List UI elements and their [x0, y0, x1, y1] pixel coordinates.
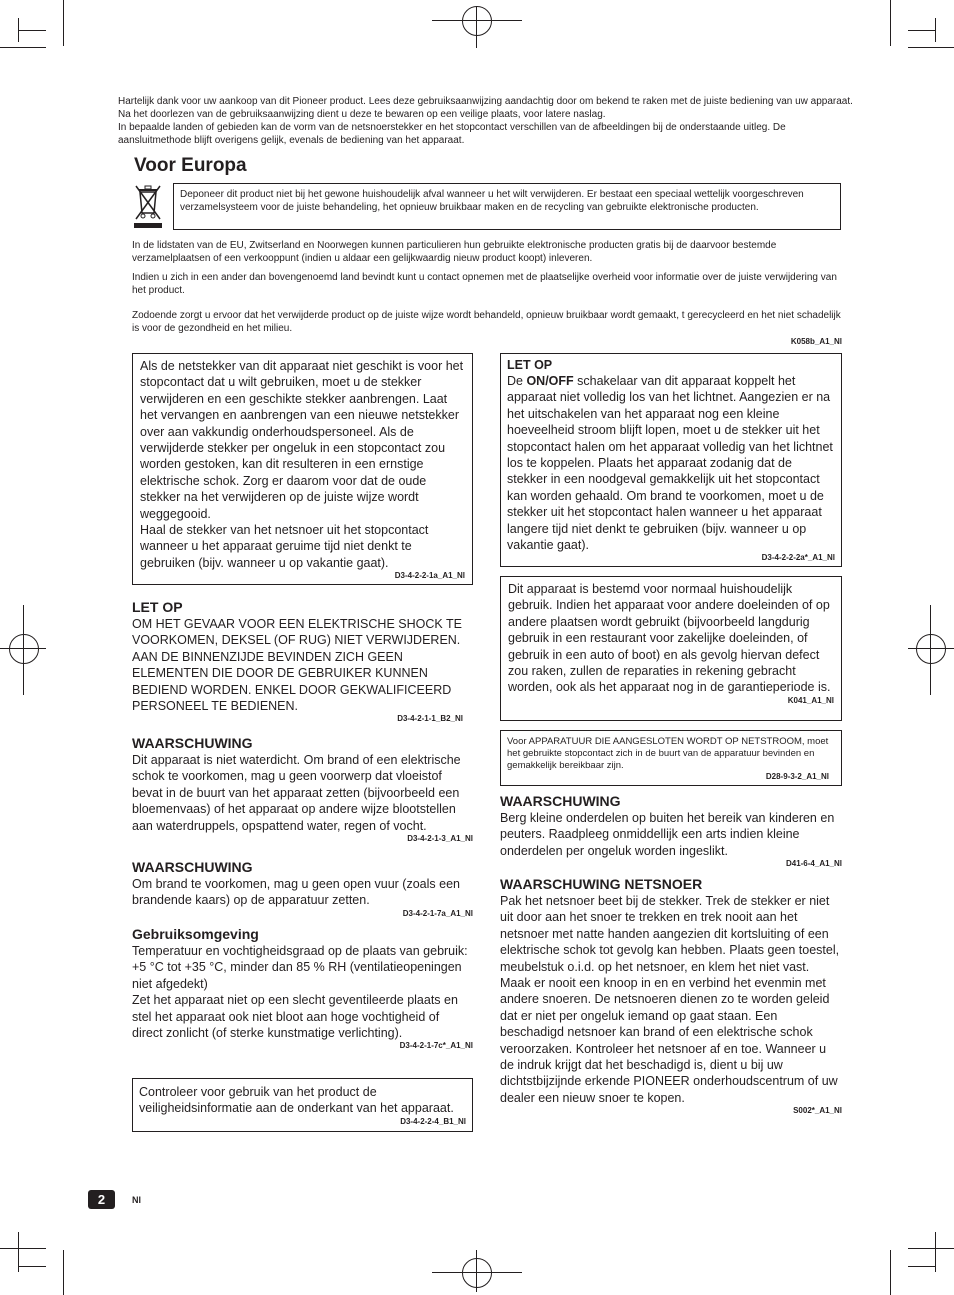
plug-box-paragraph-2: Haal de stekker van het netsnoer uit het stopcontact wanneer u het apparaat geruime tijd niet denkt te gebruiken (bijv. wanneer u op vakantie gaat).	[140, 523, 429, 570]
mains-socket-code: D28-9-3-2_A1_Nl	[765, 772, 829, 781]
warning-fire-code: D3-4-2-1-7a_A1_Nl	[402, 908, 473, 918]
warning-fire-text: Om brand te voorkomen, mag u geen open vuur (zoals een brandende kaars) op de apparatuur zetten.	[132, 877, 460, 908]
weee-notice-text: Deponeer dit product niet bij het gewone huishoudelijk afval wanneer u het wilt verwijderen. Er bestaat een speciaal wettelijk voorgeschreven verzamelsysteem voor de juiste behandeling, het opnieuw bruikbaar maken en de recycling van gebruikte elektronische producten.	[180, 189, 804, 213]
letop-code: D3-4-2-1-1_B2_Nl	[397, 714, 463, 724]
europe-paragraph-3: Zodoende zorgt u ervoor dat het verwijderde product op de juiste wijze wordt behandeld, opnieuw bruikbaar wordt gemaakt, t gerecycleerd en het niet schadelijk is voor de gezondheid en het milieu.	[132, 310, 841, 334]
warning-fire-heading: WAARSCHUWING	[132, 859, 253, 875]
environment-line-3: Zet het apparaat niet op een slecht geventileerde plaats en stel het apparaat ook niet bloot aan hoge vochtigheid of direct zonlicht (of sterke kunstmatige verlichting).	[132, 993, 458, 1041]
household-use-box	[500, 576, 842, 721]
letop-text: OM HET GEVAAR VOOR EEN ELEKTRISCHE SHOCK TE VOORKOMEN, DEKSEL (OF RUG) NIET VERWIJDEREN. AAN DE BINNENZIJDE BEVINDEN ZICH GEEN ELEMENTEN DIE DOOR DE GEBRUIKER KUNNEN BEDIEND WORDEN. ENKEL DOOR GEKWALIFICEERD PERSONEEL TE BEDIENEN.	[132, 617, 462, 714]
warning-water-section	[132, 735, 473, 844]
warning-cord-section	[500, 876, 842, 1116]
warning-water-code: D3-4-2-1-3_A1_Nl	[407, 834, 473, 844]
letop-heading: LET OP	[132, 599, 183, 615]
letop-power-heading: LET OP	[507, 358, 553, 372]
check-safety-box	[132, 1078, 473, 1132]
mains-socket-box	[500, 730, 842, 786]
weee-bin-icon	[133, 183, 163, 229]
environment-section	[132, 926, 473, 1051]
warning-fire-section	[132, 859, 473, 919]
warning-water-heading: WAARSCHUWING	[132, 735, 253, 751]
warning-small-parts-code: D41-6-4_A1_Nl	[785, 859, 842, 869]
plug-replacement-box	[132, 353, 473, 585]
warning-water-text: Dit apparaat is niet waterdicht. Om brand of een elektrische schok te voorkomen, mag u geen voorwerp dat vloeistof bevat in de buurt van het apparaat zetten (bijvoorbeeld een bloemenvaas) of het apparaat op andere wijze blootstellen aan waterdruppels, opspattend water, regen of vocht.	[132, 753, 461, 833]
warning-small-parts-section	[500, 793, 842, 869]
check-safety-text: Controleer voor gebruik van het product de veiligheidsinformatie aan de onderkant van het apparaat.	[139, 1085, 454, 1116]
environment-code: D3-4-2-1-7c*_A1_Nl	[399, 1041, 473, 1051]
letop-power-pre: De	[507, 374, 527, 388]
intro-text	[118, 95, 858, 147]
page-number-badge: 2	[88, 1190, 115, 1209]
check-safety-code: D3-4-2-2-4_B1_Nl	[400, 1116, 466, 1126]
warning-small-parts-heading: WAARSCHUWING	[500, 793, 621, 809]
europe-code: K058b_A1_Nl	[790, 337, 842, 346]
mains-socket-text: Voor APPARATUUR DIE AANGESLOTEN WORDT OP NETSTROOM, moet het gebruikte stopcontact zich in de buurt van de apparatuur bevinden en gemakkelijk bereikbaar zijn.	[507, 736, 829, 771]
letop-power-box	[500, 353, 842, 567]
letop-power-text: schakelaar van dit apparaat koppelt het apparaat niet volledig los van het lichtnet. Aangezien er na het uitschakelen van het apparaat nog een kleine hoeveelheid stroom blijft lopen, moet u de stekker uit het stopcontact halen om het apparaat volledig van het lichtnet los te koppelen. Plaats het apparaat zodanig dat de stekker in een noodgeval gemakkelijk uit het stopcontact kan worden gehaald. Om brand te voorkomen, moet u de stekker uit het stopcontact halen wanneer u het apparaat langere tijd niet denkt te gebruiken (bijv. wanneer u op vakantie gaat).	[507, 374, 833, 553]
intro-paragraph-2: In bepaalde landen of gebieden kan de vorm van de netsnoerstekker en het stopcontact verschillen van de afbeeldingen bij de onderstaande uitleg. De aansluitmethode blijft overigens gelijk, evenals de bediening van het apparaat.	[118, 122, 786, 146]
on-off-label: ON/OFF	[526, 374, 574, 388]
household-use-code: K041_A1_Nl	[787, 695, 834, 705]
letop-section	[132, 599, 463, 724]
language-label: Nl	[132, 1195, 141, 1205]
europe-text	[132, 239, 842, 347]
plug-box-paragraph-1: Als de netstekker van dit apparaat niet geschikt is voor het stopcontact dat u wilt gebruiken, moet u de stekker verwijderen en een geschikte stekker aanbrengen. Laat het vervangen en aanbrengen van een nieuwe netstekker over aan vakkundig onderhoudspersoneel. Als de verwijderde stekker per ongeluk in een stopcontact zou worden gestoken, kan dit resulteren in een ernstige elektrische schok. Zorg er daarom voor dat de oude stekker na het verwijderen op de juiste wijze wordt weggegooid.	[140, 359, 464, 521]
weee-notice-box	[173, 183, 841, 230]
warning-cord-heading: WAARSCHUWING NETSNOER	[500, 876, 703, 892]
environment-heading: Gebruiksomgeving	[132, 926, 259, 942]
household-use-text: Dit apparaat is bestemd voor normaal huishoudelijk gebruik. Indien het apparaat voor andere doeleinden of op andere plaatsen wordt gebruikt (bijvoorbeeld langdurig gebruik in een restaurant voor zakelijke doeleinden, of gebruik in een auto of boot) en als gevolg hiervan defect zou raken, zullen de reparaties in rekening gebracht worden, ook als het apparaat nog in de garantieperiode is.	[508, 582, 831, 695]
letop-power-code: D3-4-2-2-2a*_A1_Nl	[761, 553, 835, 563]
warning-cord-code: S002*_A1_Nl	[793, 1106, 842, 1116]
environment-line-1: Temperatuur en vochtigheidsgraad op de plaats van gebruik:	[132, 944, 468, 958]
warning-cord-text: Pak het netsnoer beet bij de stekker. Trek de stekker er niet uit door aan het snoer te trekken en trek nooit aan het netsnoer met natte handen aangezien dit kortsluiting of een elektrische schok tot gevolg kan hebben. Plaats geen toestel, meubelstuk o.i.d. op het netsnoer, en klem het niet vast. Maak er nooit een knoop in en en verbind het evenmin met andere snoeren. De netsnoeren dienen zo te worden geleid dat er niet per ongeluk iemand op gaat staan. Een beschadigd netsnoer kan brand of een elektrische schok veroorzaken. Kontroleer het netsnoer af en toe. Wanneer u de indruk krijgt dat het beschadigd is, dient u bij uw dichtstbijzijnde erkende PIONEER onderhoudscentrum of uw dealer een nieuw snoer te kopen.	[500, 894, 840, 1105]
intro-paragraph-1: Hartelijk dank voor uw aankoop van dit Pioneer product. Lees deze gebruiksaanwijzing aandachtig door om bekend te raken met de juiste bediening van uw apparaat. Na het doorlezen van de gebruiksaanwijzing dient u deze te bewaren op een veilige plaats, voor latere naslag.	[118, 96, 853, 120]
warning-small-parts-text: Berg kleine onderdelen op buiten het bereik van kinderen en peuters. Raadpleeg onmiddellijk een arts indien kleine onderdelen per ongeluk worden ingeslikt.	[500, 811, 835, 858]
section-title-europe: Voor Europa	[134, 155, 247, 176]
europe-paragraph-2: Indien u zich in een ander dan bovengenoemd land bevindt kunt u contact opnemen met de plaatselijke overheid voor informatie over de juiste verwijdering van het product.	[132, 272, 837, 296]
plug-box-code: D3-4-2-2-1a_A1_Nl	[394, 571, 465, 581]
environment-line-2: +5 °C tot +35 °C, minder dan 85 % RH (ventilatieopeningen niet afgedekt)	[132, 960, 462, 991]
europe-paragraph-1: In de lidstaten van de EU, Zwitserland en Noorwegen kunnen particulieren hun gebruikte elektronische producten gratis bij de daarvoor bestemde verzamelplaatsen of een verkooppunt (indien u aldaar een gelijkwaardig nieuw product koopt) inleveren.	[132, 240, 777, 264]
